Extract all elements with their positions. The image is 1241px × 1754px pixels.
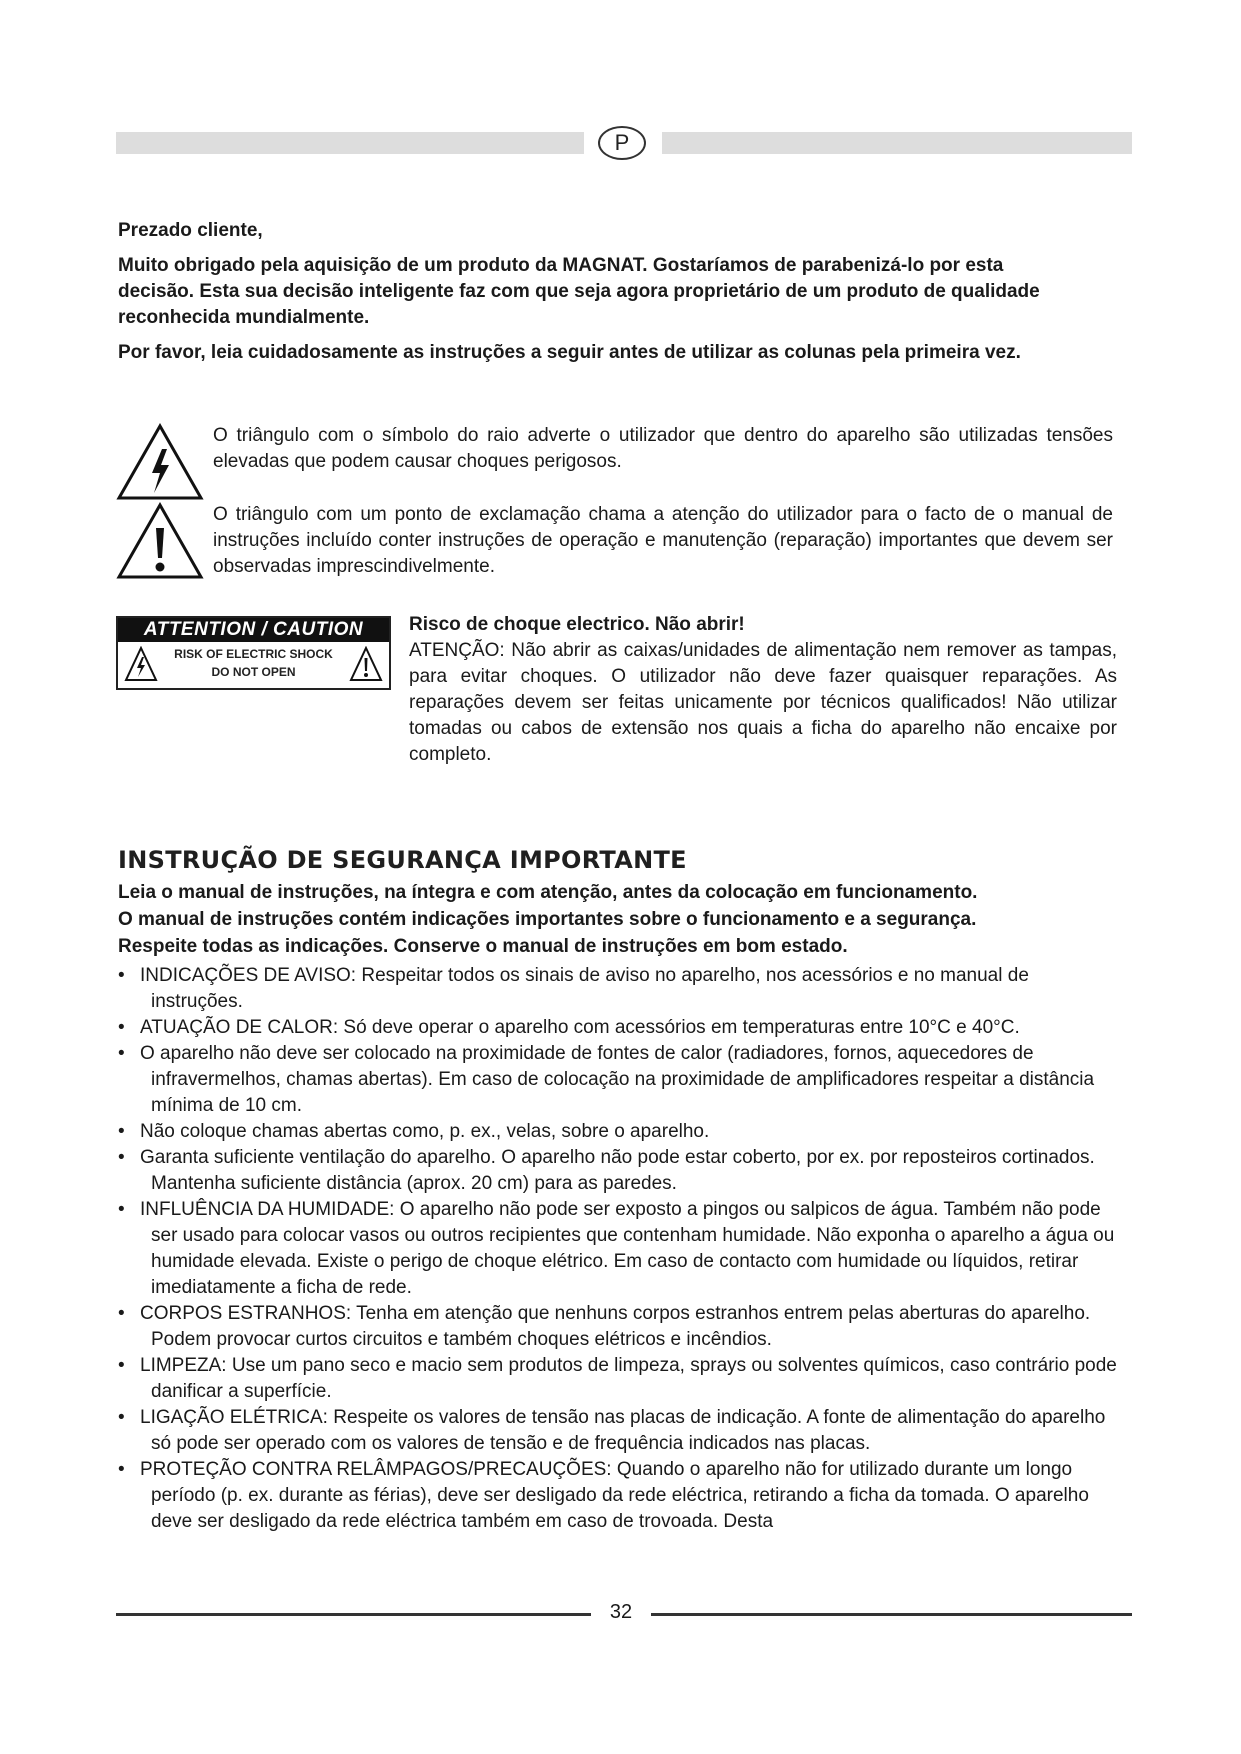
exclamation-triangle-icon: [116, 502, 204, 580]
risk-title: Risco de choque electrico. Não abrir!: [409, 614, 745, 635]
greeting: Prezado cliente,: [118, 220, 263, 241]
risk-body: ATENÇÃO: Não abrir as caixas/unidades de alimentação nem remover as tampas, para evitar choques. O utilizador não deve fazer quaisquer reparações. As reparações devem ser feitas unicamente por técnicos qualificados! Não utilizar tomadas ou cabos de extensão nos quais a ficha do aparelho não encaixe por completo.: [409, 640, 1117, 765]
lightning-triangle-small-icon: [124, 646, 158, 682]
lightning-triangle-icon: [116, 423, 204, 501]
intro-section: [118, 218, 1078, 375]
page-number: 32: [609, 1601, 633, 1623]
lightning-warning: [116, 423, 1116, 503]
list-item: • INDICAÇÕES DE AVISO: Respeitar todos os sinais de aviso no aparelho, nos acessórios e no manual de instruções.: [118, 963, 1118, 1015]
list-item: • LIMPEZA: Use um pano seco e macio sem produtos de limpeza, sprays ou solventes químicos, caso contrário pode danificar a superfície.: [118, 1353, 1118, 1405]
list-item: • INFLUÊNCIA DA HUMIDADE: O aparelho não pode ser exposto a pingos ou salpicos de água. Também não pode ser usado para colocar vasos ou outros recipientes que contenham humidade. Não exponha o aparelho a água ou humidade elevada. Existe o perigo de choque elétrico. Em caso de contacto com humidade ou líquidos, retirar imediatamente a ficha de rede.: [118, 1197, 1118, 1301]
footer-rule-left: [116, 1613, 591, 1616]
caution-line-1: RISK OF ELECTRIC SHOCK: [174, 647, 333, 661]
list-item: • Garanta suficiente ventilação do aparelho. O aparelho não pode estar coberto, por ex. por reposteiros cortinados. Mantenha suficiente distância (aprox. 20 cm) para as paredes.: [118, 1145, 1118, 1197]
list-item: • LIGAÇÃO ELÉTRICA: Respeite os valores de tensão nas placas de indicação. A fonte de alimentação do aparelho só pode ser operado com os valores de tensão e de frequência indicados nas placas.: [118, 1405, 1118, 1457]
list-item: • ATUAÇÃO DE CALOR: Só deve operar o aparelho com acessórios em temperaturas entre 10°C e 40°C.: [118, 1015, 1118, 1041]
header-bar-left: [116, 132, 584, 154]
exclamation-warning-text: O triângulo com um ponto de exclamação chama a atenção do utilizador para o facto de o manual de instruções incluído conter instruções de operação e manutenção (reparação) importantes que devem ser observadas imprescindivelmente.: [213, 504, 1113, 577]
safety-lead-2: O manual de instruções contém indicações importantes sobre o funcionamento e a segurança.: [118, 909, 977, 930]
safety-section-title: INSTRUÇÃO DE SEGURANÇA IMPORTANTE: [118, 846, 687, 874]
header-bar-right: [662, 132, 1132, 154]
footer-rule-right: [651, 1613, 1132, 1616]
list-item: • Não coloque chamas abertas como, p. ex., velas, sobre o aparelho.: [118, 1119, 1118, 1145]
exclamation-warning: [116, 502, 1116, 582]
list-item: • CORPOS ESTRANHOS: Tenha em atenção que nenhuns corpos estranhos entrem pelas aberturas do aparelho. Podem provocar curtos circuitos e também choques elétricos e incêndios.: [118, 1301, 1118, 1353]
caution-label-text: [158, 645, 349, 681]
intro-paragraph-1: Muito obrigado pela aquisição de um produto da MAGNAT. Gostaríamos de parabenizá-lo por esta decisão. Esta sua decisão inteligente faz com que seja agora proprietário de um produto de qualidade reconhecida mundialmente.: [118, 255, 1040, 328]
language-badge: P: [598, 126, 646, 160]
safety-lead-1: Leia o manual de instruções, na íntegra e com atenção, antes da colocação em funcionamento.: [118, 882, 978, 903]
intro-paragraph-2: Por favor, leia cuidadosamente as instruções a seguir antes de utilizar as colunas pela primeira vez.: [118, 342, 1021, 363]
risk-section: [409, 612, 1117, 768]
safety-bullet-list: [118, 963, 1118, 1535]
exclamation-triangle-small-icon: [349, 646, 383, 682]
caution-label: [116, 616, 391, 690]
caution-line-2: DO NOT OPEN: [211, 665, 296, 679]
safety-lead: [118, 879, 1118, 960]
safety-lead-3: Respeite todas as indicações. Conserve o manual de instruções em bom estado.: [118, 936, 848, 957]
list-item: • O aparelho não deve ser colocado na proximidade de fontes de calor (radiadores, fornos, aquecedores de infravermelhos, chamas abertas). Em caso de colocação na proximidade de amplificadores respeitar a distância mínima de 10 cm.: [118, 1041, 1118, 1119]
caution-label-heading: ATTENTION / CAUTION: [118, 618, 389, 642]
list-item: • PROTEÇÃO CONTRA RELÂMPAGOS/PRECAUÇÕES: Quando o aparelho não for utilizado durante um longo período (p. ex. durante as férias), deve ser desligado da rede eléctrica, retirando a ficha da tomada. O aparelho deve ser desligado da rede eléctrica também em caso de trovoada. Desta: [118, 1457, 1118, 1535]
lightning-warning-text: O triângulo com o símbolo do raio adverte o utilizador que dentro do aparelho são utilizadas tensões elevadas que podem causar choques perigosos.: [213, 425, 1113, 472]
